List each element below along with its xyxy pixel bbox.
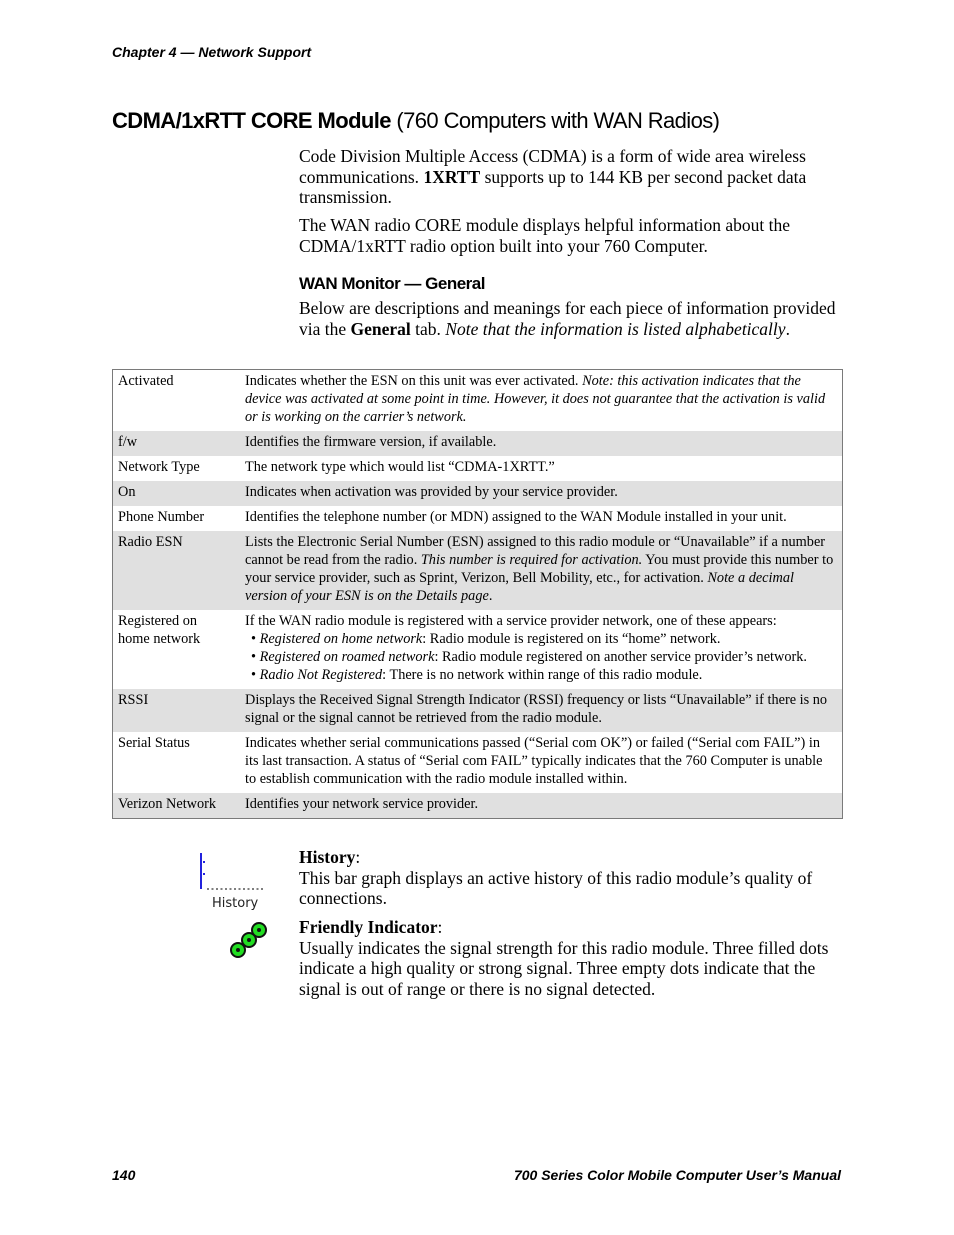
friendly-indicator-icon: [228, 921, 270, 961]
history-colon: :: [355, 847, 361, 867]
para3-text-e: .: [785, 318, 790, 339]
history-bar-graph-icon: [197, 851, 267, 913]
row-label: RSSI: [113, 689, 237, 732]
row-description: The network type which would list “CDMA-1XRTT.”: [245, 459, 555, 475]
bullet-term: Registered on roamed network: [259, 649, 435, 665]
paragraph-cdma: [299, 146, 839, 208]
row-label: On: [113, 481, 237, 506]
row-description: Identifies the telephone number (or MDN) assigned to the WAN Module installed in your unit.: [245, 509, 787, 525]
bullet-desc: : Radio module registered on another service provider’s network.: [434, 649, 807, 665]
page-number: 140: [112, 1167, 136, 1183]
friendly-colon: :: [437, 917, 443, 937]
para3-note-italic: Note that the information is listed alphabetically: [445, 318, 786, 339]
table-row: [113, 431, 843, 456]
desc-text: If the WAN radio module is registered with a service provider network, one of these appears:: [245, 613, 777, 629]
section-title-rest: (760 Computers with WAN Radios): [390, 108, 720, 133]
para1-text-c: supports up to 144 KB per second packet data transmission.: [299, 166, 807, 207]
row-label: Radio ESN: [113, 531, 237, 610]
desc-text: Indicates whether the ESN on this unit was ever activated.: [245, 373, 583, 389]
para1-text-bold: 1XRTT: [423, 166, 481, 187]
desc-italic-b: This number is required for activation.: [420, 552, 643, 568]
bullet-item: • Registered on home network: Radio module is registered on its “home” network.: [251, 631, 721, 647]
row-description: Displays the Received Signal Strength Indicator (RSSI) frequency or lists “Unavailable” if there is no signal or the signal cannot be retrieved from the radio module.: [236, 689, 843, 732]
table-row: [113, 610, 843, 689]
para3-general-bold: General: [350, 318, 411, 339]
desc-text-c: You must provide this number to your service provider, such as Sprint, Verizon, Bell Mobility, etc., for activation.: [245, 552, 834, 586]
row-label: Verizon Network: [113, 793, 237, 819]
row-label: Serial Status: [118, 735, 190, 751]
history-description: [299, 847, 839, 909]
bullet-item: • Radio Not Registered: There is no network within range of this radio module.: [251, 667, 703, 683]
history-icon-label: History: [212, 896, 259, 911]
friendly-title: Friendly Indicator: [299, 917, 438, 937]
friendly-text: Usually indicates the signal strength for this radio module. Three filled dots indicate a high quality or strong signal. Three empty dots indicate that the signal is out of range or there is no signal detected.: [299, 937, 829, 999]
bullet-item: • Registered on roamed network: Radio module registered on another service provider’s network.: [251, 649, 807, 665]
table-row: [113, 456, 843, 481]
row-description: Indicates when activation was provided by your service provider.: [236, 481, 843, 506]
running-header: Chapter 4 — Network Support: [112, 44, 312, 60]
paragraph-descriptions: [299, 298, 839, 339]
row-label: Network Type: [118, 459, 200, 475]
row-label: Registered on home network: [118, 613, 201, 647]
row-description: Identifies the firmware version, if available.: [236, 431, 843, 456]
row-description: Indicates whether serial communications passed (“Serial com OK”) or failed (“Serial com FAIL”) in its last transaction. A status of “Serial com FAIL” typically indicates that the 760 Computer is unable to establish communication with the radio module installed within.: [245, 735, 823, 787]
bullet-term: Radio Not Registered: [259, 667, 383, 683]
history-text: This bar graph displays an active history of this radio module’s quality of connections.: [299, 867, 813, 908]
desc-note: Note: this activation indicates that the device was activated at some point in time. However, it does not guarantee that the activation is valid or is working on the carrier’s network.: [245, 373, 826, 425]
desc-text-a: Lists the Electronic Serial Number (ESN) assigned to this radio module or “Unavailable” if a number cannot be read from the radio.: [245, 534, 826, 568]
section-title-bold: CDMA/1xRTT CORE Module: [112, 108, 391, 133]
table-row: [113, 793, 843, 819]
bullet-term: Registered on home network: [259, 631, 423, 647]
row-description: [236, 610, 843, 689]
section-title: [112, 108, 719, 134]
row-description: [236, 531, 843, 610]
row-description: [236, 370, 843, 432]
row-label: f/w: [113, 431, 237, 456]
para3-text-c: tab.: [410, 318, 446, 339]
bullet-desc: : Radio module is registered on its “home” network.: [422, 631, 721, 647]
subheading-wan-monitor: WAN Monitor — General: [299, 274, 485, 293]
friendly-indicator-description: [299, 917, 839, 999]
row-label: Phone Number: [118, 509, 205, 525]
table-row: [113, 506, 843, 531]
table-row: [113, 689, 843, 732]
table-row: [113, 531, 843, 610]
manual-title: 700 Series Color Mobile Computer User’s Manual: [513, 1167, 841, 1183]
history-title: History: [299, 847, 356, 867]
row-description: Identifies your network service provider.: [236, 793, 843, 819]
row-label: Activated: [118, 373, 174, 389]
table-row: [113, 481, 843, 506]
table-row: [113, 732, 843, 793]
table-row: [113, 370, 843, 432]
bullet-desc: : There is no network within range of this radio module.: [382, 667, 703, 683]
paragraph-core-module: The WAN radio CORE module displays helpful information about the CDMA/1xRTT radio option built into your 760 Computer.: [299, 215, 791, 256]
para1-text-a: Code Division Multiple Access (CDMA) is a form of wide area wireless communications.: [299, 146, 806, 187]
para3-text-a: Below are descriptions and meanings for each piece of information provided via the: [299, 298, 836, 339]
general-tab-table: [112, 369, 843, 819]
desc-italic-d: Note a decimal version of your ESN is on the Details page: [245, 570, 794, 604]
desc-text-e: .: [488, 588, 493, 604]
